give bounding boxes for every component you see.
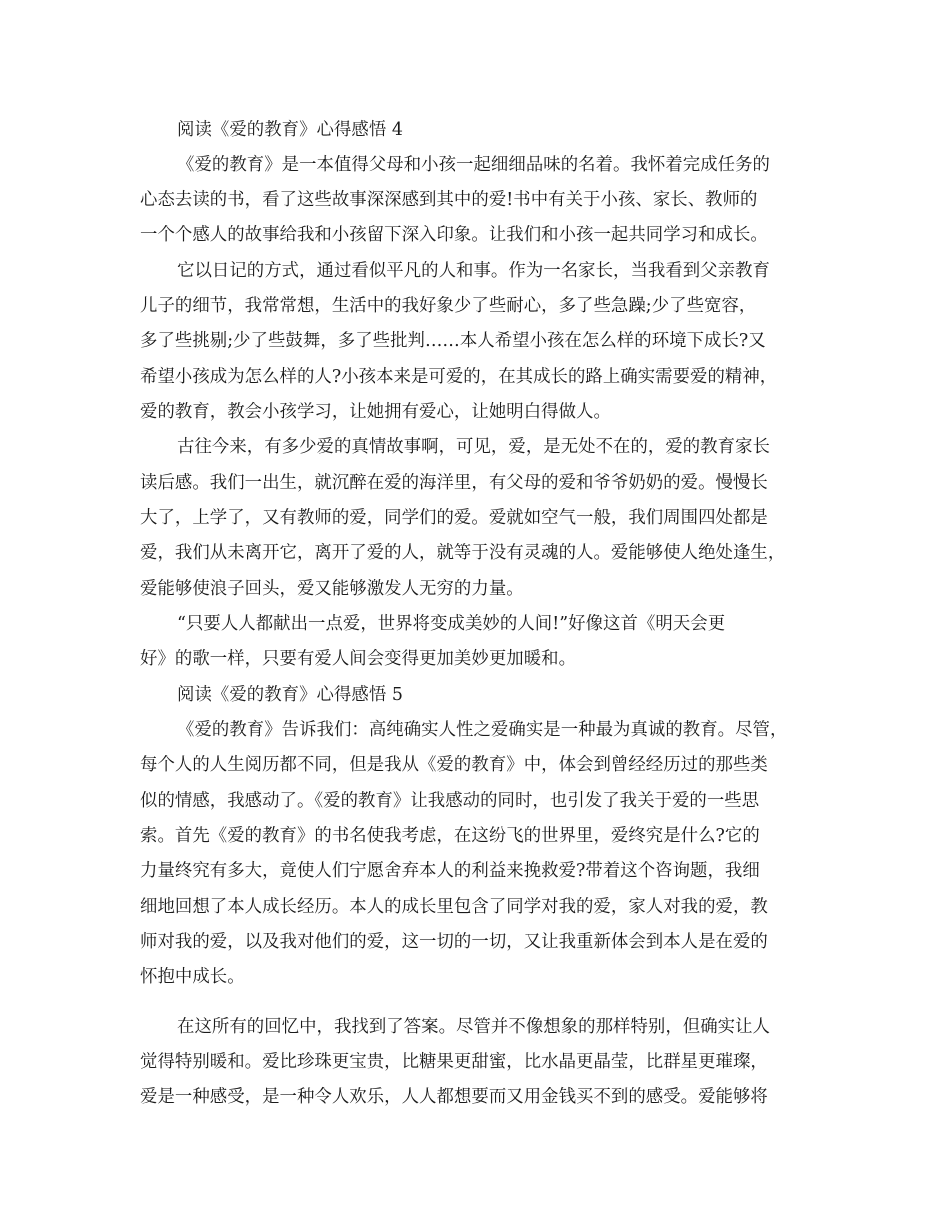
paragraph-line: 读后感。我们一出生，就沉醉在爱的海洋里，有父母的爱和爷爷奶奶的爱。慢慢长 xyxy=(140,473,768,493)
paragraph-line: 儿子的细节，我常常想，生活中的我好象少了些耐心，多了些急躁;少了些宽容， xyxy=(140,296,757,316)
paragraph-line: 在这所有的回忆中，我找到了答案。尽管并不像想象的那样特别，但确实让人 xyxy=(177,1017,770,1037)
paragraph-line: 爱能够使浪子回头，爱又能够激发人无穷的力量。 xyxy=(140,579,524,599)
paragraph-line: 似的情感，我感动了。《爱的教育》让我感动的同时，也引发了我关于爱的一些思 xyxy=(140,791,760,811)
paragraph-line: 师对我的爱，以及我对他们的爱，这一切的一切，又让我重新体会到本人是在爱的 xyxy=(140,932,768,952)
paragraph-line: 力量终究有多大，竟使人们宁愿舍弃本人的利益来挽救爱?带着这个咨询题，我细 xyxy=(140,861,760,881)
paragraph-line: 一个个感人的故事给我和小孩留下深入印象。让我们和小孩一起共同学习和成长。 xyxy=(140,225,768,245)
paragraph-line: 觉得特别暖和。爱比珍珠更宝贵，比糖果更甜蜜，比水晶更晶莹，比群星更璀璨， xyxy=(140,1052,768,1072)
paragraph-line: 好》的歌一样，只要有爱人间会变得更加美妙更加暖和。 xyxy=(140,649,577,669)
section-title: 阅读《爱的教育》心得感悟 4 xyxy=(177,120,403,140)
paragraph-line: 它以日记的方式，通过看似平凡的人和事。作为一名家长，当我看到父亲教育 xyxy=(177,261,770,281)
paragraph-line: 《爱的教育》是一本值得父母和小孩一起细细品味的名着。我怀着完成任务的 xyxy=(177,155,770,175)
paragraph-line: 大了，上学了，又有教师的爱，同学们的爱。爱就如空气一般，我们周围四处都是 xyxy=(140,508,768,528)
section-title: 阅读《爱的教育》心得感悟 5 xyxy=(177,685,403,705)
paragraph-line: 古往今来，有多少爱的真情故事啊，可见，爱，是无处不在的，爱的教育家长 xyxy=(177,437,770,457)
paragraph-line: 细地回想了本人成长经历。本人的成长里包含了同学对我的爱，家人对我的爱，教 xyxy=(140,897,768,917)
paragraph-line: 《爱的教育》告诉我们：高纯确实人性之爱确实是一种最为真诚的教育。尽管， xyxy=(177,720,788,740)
paragraph-line: 索。首先《爱的教育》的书名使我考虑，在这纷飞的世界里，爱终究是什么?它的 xyxy=(140,826,760,846)
paragraph-line: 爱，我们从未离开它，离开了爱的人，就等于没有灵魂的人。爱能够使人绝处逢生， xyxy=(140,543,786,563)
paragraph-line: 爱是一种感受，是一种令人欢乐，人人都想要而又用金钱买不到的感受。爱能够将 xyxy=(140,1087,768,1107)
paragraph-line: 爱的教育，教会小孩学习，让她拥有爱心，让她明白得做人。 xyxy=(140,402,611,422)
paragraph-line: 心态去读的书，看了这些故事深深感到其中的爱!书中有关于小孩、家长、教师的 xyxy=(140,190,758,210)
paragraph-line: 多了些挑剔;少了些鼓舞，多了些批判……本人希望小孩在怎么样的环境下成长?又 xyxy=(140,331,766,351)
paragraph-line: 怀抱中成长。 xyxy=(140,967,245,987)
paragraph-line: 每个人的人生阅历都不同，但是我从《爱的教育》中，体会到曾经经历过的那些类 xyxy=(140,755,768,775)
paragraph-line: “只要人人都献出一点爱，世界将变成美妙的人间!”好像这首《明天会更 xyxy=(177,614,726,634)
paragraph-line: 希望小孩成为怎么样的人?小孩本来是可爱的，在其成长的路上确实需要爱的精神， xyxy=(140,367,778,387)
